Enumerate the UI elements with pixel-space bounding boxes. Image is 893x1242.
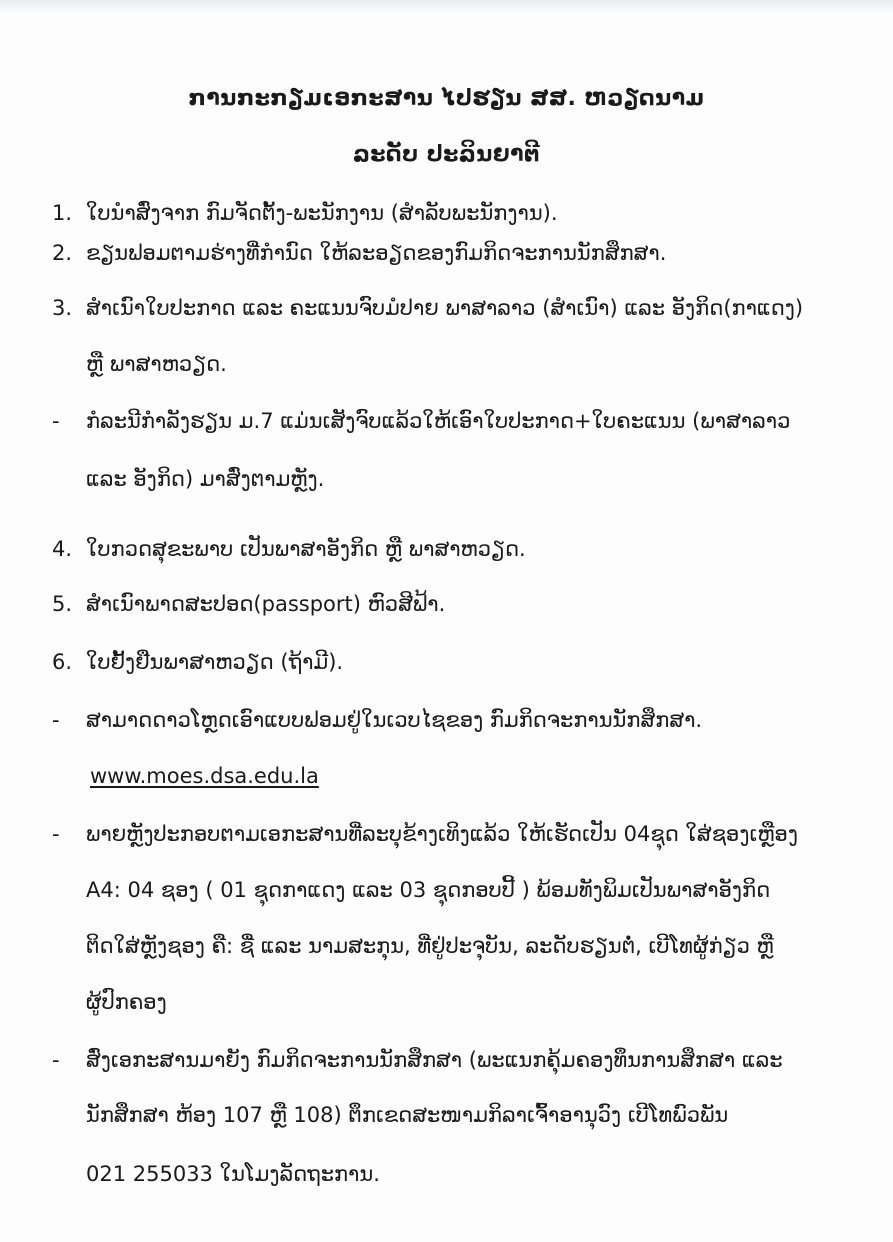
note-grade7-text-line1: ກໍລະນີກຳລັງຮຽນ ມ.7 ແມ່ນເສັງຈົບແລ້ວໃຫ້ເອົາໃບປະກາດ+ໃບຄະແນນ (ພາສາລາວ bbox=[86, 409, 791, 433]
note-packaging-text-line2: A4: 04 ຊອງ ( 01 ຊຸດກາແດງ ແລະ 03 ຊຸດກອບປີ້ ) ພ້ອມທັງພິມເປັນພາສາອັງກິດ bbox=[86, 878, 771, 902]
note-grade7-text-line2: ແລະ ອັງກິດ) ມາສົ່ງຕາມຫຼັງ. bbox=[86, 467, 325, 491]
item-3-marker: 3. bbox=[52, 296, 73, 320]
note-submit-text-line1: ສົ່ງເອກະສານມາຍັງ ກົມກິດຈະການນັກສຶກສາ (ພະແນກຄຸ້ມຄອງທຶນການສຶກສາ ແລະ bbox=[86, 1048, 783, 1072]
item-5-marker: 5. bbox=[52, 592, 73, 616]
note-packaging-text-line4: ຜູ້ປົກຄອງ bbox=[86, 990, 167, 1014]
item-3-text-line2: ຫຼື ພາສາຫວຽດ. bbox=[86, 352, 227, 376]
note-submit-text-line2: ນັກສຶກສາ ຫ້ອງ 107 ຫຼື 108) ຕຶກເຂດສະໜາມກິລາເຈົ້າອານຸວົງ ເບີໂທພົວພັນ bbox=[86, 1103, 729, 1127]
website-link[interactable]: www.moes.dsa.edu.la bbox=[90, 764, 319, 788]
note-grade7-marker: - bbox=[52, 409, 60, 433]
document-subtitle: ລະດັບ ປະລິນຍາຕີ bbox=[352, 142, 540, 167]
note-packaging-text-line1: ພາຍຫຼັງປະກອບຕາມເອກະສານທີ່ລະບຸຂ້າງເທິງແລ້ວ ໃຫ້ເຮັດເປັນ 04ຊຸດ ໃສ່ຊອງເຫຼືອງ bbox=[86, 822, 798, 846]
item-6-marker: 6. bbox=[52, 650, 73, 674]
note-packaging-marker: - bbox=[52, 822, 60, 846]
item-2-marker: 2. bbox=[52, 241, 73, 265]
item-4-text: ໃບກວດສຸຂະພາບ ເປັນພາສາອັງກິດ ຫຼື ພາສາຫວຽດ. bbox=[86, 537, 526, 561]
item-1-text: ໃບນຳສົ່ງຈາກ ກົມຈັດຕັ້ງ-ພະນັກງານ (ສຳລັບພະນັກງານ). bbox=[86, 201, 558, 225]
item-5-text: ສຳເນົາພາດສະປອດ(passport) ຫົວສີຟ້າ. bbox=[86, 592, 446, 616]
note-download-marker: - bbox=[52, 708, 60, 732]
item-3-text-line1: ສຳເນົາໃບປະກາດ ແລະ ຄະແນນຈົບມໍປາຍ ພາສາລາວ (ສຳເນົາ) ແລະ ອັງກິດ(ກາແດງ) bbox=[86, 296, 804, 320]
note-submit-marker: - bbox=[52, 1048, 60, 1072]
item-6-text: ໃບຢັ້ງຢືນພາສາຫວຽດ (ຖ້າມີ). bbox=[86, 650, 344, 674]
note-packaging-text-line3: ຕິດໃສ່ຫຼັງຊອງ ຄື: ຊື່ ແລະ ນາມສະກຸນ, ທີ່ຢູ່ປະຈຸບັນ, ລະດັບຮຽນຕໍ່, ເບີໂທຜູ້ກ່ຽວ ຫຼື bbox=[86, 934, 774, 958]
item-2-text: ຂຽນຟອມຕາມຮ່າງທີ່ກຳນົດ ໃຫ້ລະອຽດຂອງກົມກິດຈະການນັກສຶກສາ. bbox=[86, 241, 667, 265]
note-submit-text-line3: 021 255033 ໃນໂມງລັດຖະການ. bbox=[86, 1162, 380, 1186]
note-download-text: ສາມາດດາວໂຫຼດເອົາແບບຟອມຢູ່ໃນເວບໄຊຂອງ ກົມກິດຈະການນັກສຶກສາ. bbox=[86, 708, 703, 732]
item-4-marker: 4. bbox=[52, 537, 73, 561]
document-title: ການກະກຽມເອກະສານ ໄປຮຽນ ສສ. ຫວຽດນາມ bbox=[188, 86, 705, 111]
scan-edge bbox=[0, 0, 893, 14]
item-1-marker: 1. bbox=[52, 201, 73, 225]
